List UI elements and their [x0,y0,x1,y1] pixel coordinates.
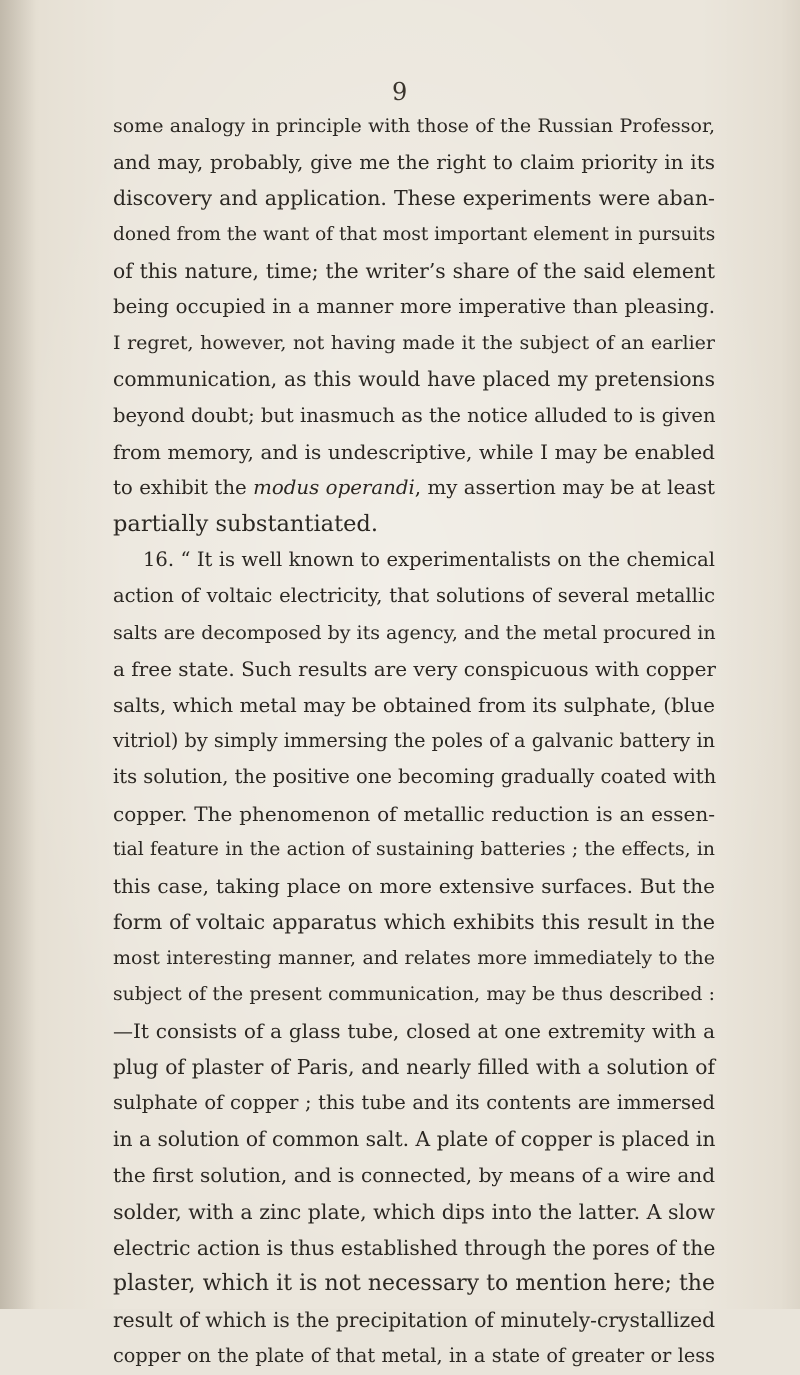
text-line: to exhibit the modus operandi, my assertion may be at least [113,475,715,499]
text-line: some analogy in principle with those of the Russian Professor, [113,115,715,137]
text-line: subject of the present communication, may be thus described : [113,983,715,1005]
text-line: vitriol) by simply immersing the poles of a galvanic battery in [113,729,715,753]
text-line: most interesting manner, and relates more immediately to the [113,947,715,970]
text-line: beyond doubt; but inasmuch as the notice alluded to is given [113,403,716,427]
page-gutter-shadow [0,0,36,1309]
text-line: 16. “ It is well known to experimentalists on the chemical [143,548,715,572]
text-line: —It consists of a glass tube, closed at one extremity with a [113,1018,715,1043]
text-line: salts are decomposed by its agency, and the metal procured in [113,621,716,644]
body-text [113,108,715,1375]
text-line: plug of plaster of Paris, and nearly filled with a solution of [113,1054,715,1079]
text-line: plaster, which it is not necessary to mention here; the [113,1271,715,1296]
text-line: form of voltaic apparatus which exhibits this result in the [113,910,715,935]
text-line: from memory, and is undescriptive, while I may be enabled [113,439,715,464]
text-line: sulphate of copper ; this tube and its contents are immersed [113,1091,715,1115]
text-line: copper. The phenomenon of metallic reduction is an essen- [113,801,715,826]
text-line: tial feature in the action of sustaining batteries ; the effects, in [113,838,715,860]
text-line: copper on the plate of that metal, in a state of greater or less [113,1344,715,1368]
page-number: 9 [392,78,408,106]
text-line: partially substantiated. [113,511,378,538]
text-line: and may, probably, give me the right to claim priority in its [113,150,715,175]
text-line: communication, as this would have placed my pretensions [113,367,715,392]
text-line: solder, with a zinc plate, which dips into the latter. A slow [113,1199,715,1224]
latin-phrase: modus operandi [253,475,415,499]
text-line: in a solution of common salt. A plate of copper is placed in [113,1127,716,1152]
text-line: result of which is the precipitation of minutely-crystallized [113,1308,716,1333]
text-line: the first solution, and is connected, by means of a wire and [113,1163,715,1188]
text-line: this case, taking place on more extensive surfaces. But the [113,873,715,898]
text-line: electric action is thus established through the pores of the [113,1235,716,1260]
text-line: its solution, the positive one becoming gradually coated with [113,765,717,789]
text-line: salts, which metal may be obtained from its sulphate, (blue [113,693,715,717]
text-line: being occupied in a manner more imperative than pleasing. [113,294,715,318]
text-line: action of voltaic electricity, that solutions of several metallic [113,584,715,608]
text-line: of this nature, time; the writer’s share of the said element [113,258,715,283]
text-line: I regret, however, not having made it the subject of an earlier [113,332,715,355]
text-line: a free state. Such results are very conspicuous with copper [113,656,716,681]
text-line: discovery and application. These experiments were aban- [113,186,715,211]
text-line: doned from the want of that most important element in pursuits [113,223,716,245]
